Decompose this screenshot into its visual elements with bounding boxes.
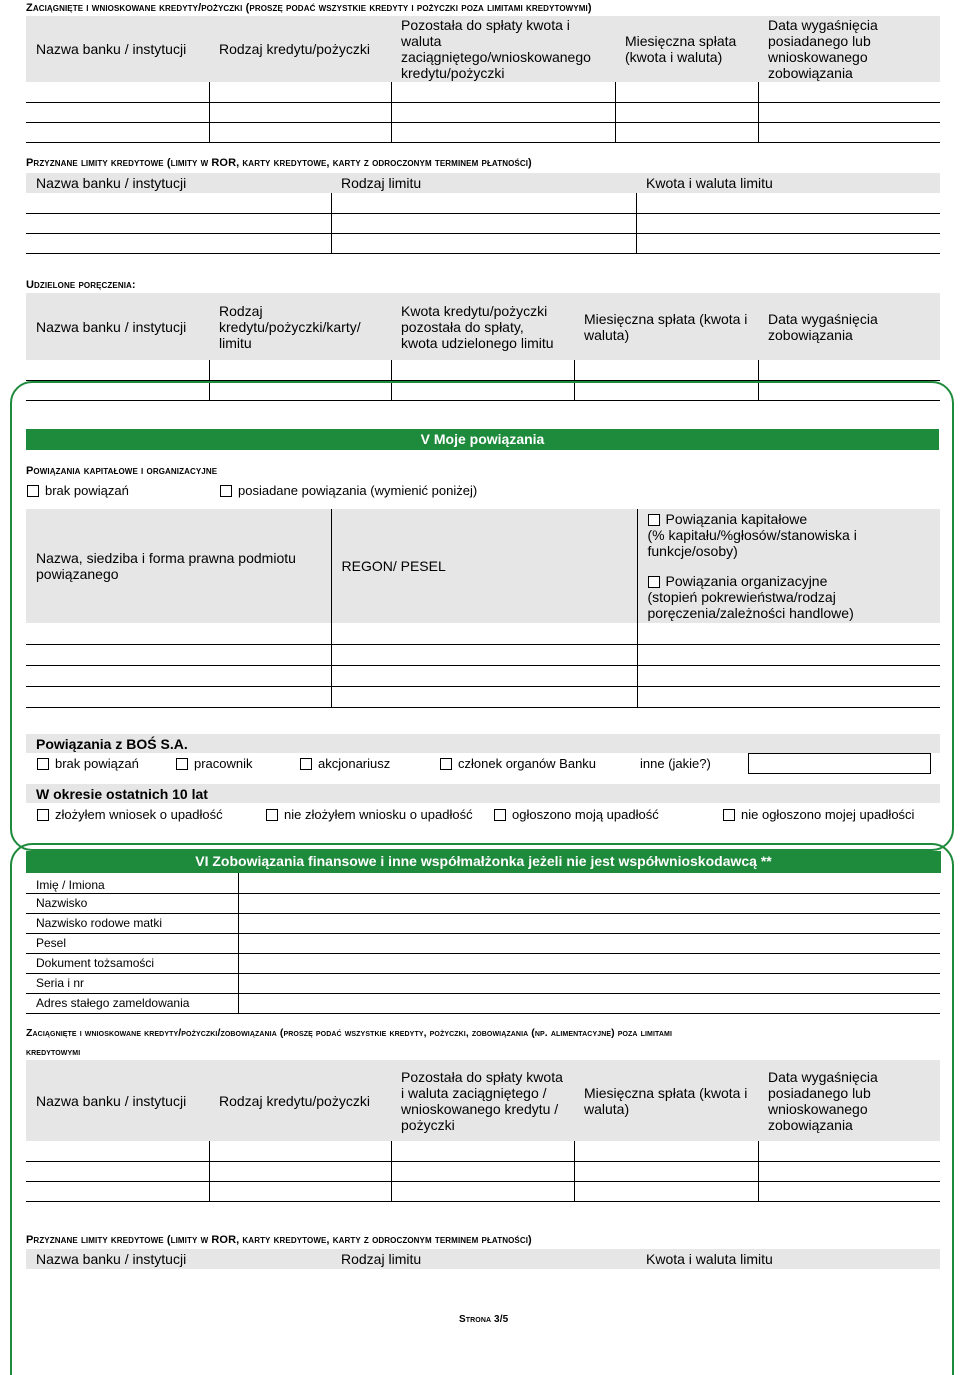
bos-option-employee[interactable]: pracownik (176, 756, 253, 771)
field-input-last-name[interactable] (238, 893, 940, 913)
checkbox-capital[interactable] (648, 514, 660, 526)
page-number: Strona 3/5 (459, 1314, 509, 1325)
checkbox[interactable] (266, 809, 278, 821)
spouse-loans-table (26, 1060, 940, 1202)
table-cell[interactable] (637, 623, 940, 644)
bos-other-label: inne (jakie?) (640, 756, 711, 771)
col-remaining: Pozostała do spłaty kwota i waluta zaciągniętego/wnioskowanego kredytu/pożyczki (391, 16, 615, 82)
col-guarantee-amount: Kwota kredytu/pożyczki pozostała do spłaty, kwota udzielonego limitu (391, 293, 574, 360)
table-cell[interactable] (758, 122, 940, 142)
checkbox[interactable] (37, 809, 49, 821)
table-cell[interactable] (758, 1181, 940, 1201)
table-cell[interactable] (26, 122, 209, 142)
col-limit-amount: Kwota i waluta limitu (636, 1249, 940, 1269)
checkbox[interactable] (176, 758, 188, 770)
col-guarantee-type: Rodzaj kredytu/pożyczki/karty/ limitu (209, 293, 391, 360)
bos-option-shareholder[interactable]: akcjonariusz (300, 756, 390, 771)
table-cell[interactable] (26, 1181, 209, 1201)
col-limit-amount: Kwota i waluta limitu (636, 173, 940, 193)
table-cell[interactable] (26, 665, 331, 686)
table-cell[interactable] (26, 686, 331, 707)
table-cell[interactable] (209, 102, 391, 122)
table-cell[interactable] (26, 360, 209, 380)
checkbox[interactable] (300, 758, 312, 770)
col-bank-name: Nazwa banku / instytucji (26, 1060, 209, 1141)
table-cell[interactable] (26, 193, 331, 213)
bos-other-input[interactable] (748, 753, 931, 774)
table-cell[interactable] (637, 644, 940, 665)
col-monthly: Miesięczna spłata (kwota i waluta) (615, 16, 758, 82)
table-cell[interactable] (331, 665, 637, 686)
table-cell[interactable] (26, 623, 331, 644)
checkbox-organizational[interactable] (648, 576, 660, 588)
table-cell[interactable] (574, 1141, 758, 1161)
table-cell[interactable] (391, 102, 615, 122)
table-cell[interactable] (391, 1161, 574, 1181)
field-label-mother-name: Nazwisko rodowe matki (26, 913, 238, 933)
col-bank-name: Nazwa banku / instytucji (26, 1249, 331, 1269)
table-cell[interactable] (331, 193, 636, 213)
table-cell[interactable] (331, 644, 637, 665)
table-cell[interactable] (636, 233, 940, 253)
table-cell[interactable] (26, 213, 331, 233)
col-relation-type: Powiązania kapitałowe (% kapitału/%głosów/stanowiska i funkcje/osoby) Powiązania organizacyjne (stopień pokrewieństwa/rodzaj poręczenia/zależności handlowe) (637, 509, 940, 623)
field-label-pesel: Pesel (26, 933, 238, 953)
table-cell[interactable] (26, 1161, 209, 1181)
table-cell[interactable] (26, 644, 331, 665)
bos-option-board[interactable]: członek organów Banku (440, 756, 596, 771)
table-cell[interactable] (574, 1181, 758, 1201)
period-option-filed[interactable]: złożyłem wniosek o upadłość (37, 807, 223, 822)
field-input-address[interactable] (238, 993, 940, 1013)
table-cell[interactable] (637, 665, 940, 686)
table-cell[interactable] (331, 623, 637, 644)
table-cell[interactable] (26, 82, 209, 102)
field-input-id-document[interactable] (238, 953, 940, 973)
table-cell[interactable] (615, 102, 758, 122)
checkbox[interactable] (440, 758, 452, 770)
col-limit-type: Rodzaj limitu (331, 1249, 636, 1269)
field-label-first-name: Imię / Imiona (26, 873, 238, 893)
table-cell[interactable] (758, 360, 940, 380)
table-cell[interactable] (758, 1141, 940, 1161)
table-cell[interactable] (209, 82, 391, 102)
table-cell[interactable] (637, 686, 940, 707)
field-input-first-name[interactable] (238, 873, 940, 893)
table-cell[interactable] (636, 213, 940, 233)
table-cell[interactable] (758, 102, 940, 122)
field-label-id-document: Dokument tożsamości (26, 953, 238, 973)
table-cell[interactable] (26, 233, 331, 253)
table-cell[interactable] (391, 82, 615, 102)
table-cell[interactable] (26, 102, 209, 122)
col-bank-name: Nazwa banku / instytucji (26, 293, 209, 360)
table-cell[interactable] (574, 1161, 758, 1181)
table-cell[interactable] (391, 360, 574, 380)
col-expiry: Data wygaśnięcia posiadanego lub wnioskowanego zobowiązania (758, 16, 940, 82)
section-title-guarantees: Udzielone poręczenia: (26, 279, 136, 291)
table-cell[interactable] (209, 360, 391, 380)
period-option-not-filed[interactable]: nie złożyłem wniosku o upadłość (266, 807, 473, 822)
field-input-pesel[interactable] (238, 933, 940, 953)
table-cell[interactable] (209, 1141, 391, 1161)
checkbox[interactable] (27, 485, 39, 497)
period-option-not-declared[interactable]: nie ogłoszono mojej upadłości (723, 807, 914, 822)
section-title-spouse-loans: Zaciągnięte i wnioskowane kredyty/pożyczki/zobowiązania (proszę podać wszystkie kredyty, pożyczki, zobowiązania (np. alimentacyjne) poza limitami (26, 1027, 672, 1039)
option-no-relations[interactable]: brak powiązań (27, 483, 129, 498)
loans-table (26, 16, 940, 143)
field-label-address: Adres stałego zameldowania (26, 993, 238, 1013)
col-expiry: Data wygaśnięcia zobowiązania (758, 293, 940, 360)
section-title-limits: Przyznane limity kredytowe (limity w ROR, karty kredytowe, karty z odroczonym terminem płatności) (26, 157, 532, 169)
field-input-mother-name[interactable] (238, 913, 940, 933)
field-label-last-name: Nazwisko (26, 893, 238, 913)
field-label-series: Seria i nr (26, 973, 238, 993)
col-bank-name: Nazwa banku / instytucji (26, 16, 209, 82)
section-title-relations: Powiązania kapitałowe i organizacyjne (26, 465, 218, 477)
table-cell[interactable] (758, 1161, 940, 1181)
col-limit-type: Rodzaj limitu (331, 173, 636, 193)
table-cell[interactable] (391, 1181, 574, 1201)
section-v-title: V Moje powiązania (26, 429, 939, 450)
relations-table (26, 509, 940, 708)
table-cell[interactable] (758, 82, 940, 102)
table-cell[interactable] (615, 82, 758, 102)
table-cell[interactable] (209, 1161, 391, 1181)
col-bank-name: Nazwa banku / instytucji (26, 173, 331, 193)
table-cell[interactable] (331, 686, 637, 707)
spouse-fields-table (26, 873, 940, 1014)
period-title: W okresie ostatnich 10 lat (36, 786, 208, 802)
section-title-spouse-loans-cont: kredytowymi (26, 1046, 81, 1058)
spouse-limits-table (26, 1249, 940, 1269)
section-title-spouse-limits: Przyznane limity kredytowe (limity w ROR, karty kredytowe, karty z odroczonym terminem płatności) (26, 1234, 532, 1246)
col-loan-type: Rodzaj kredytu/pożyczki (209, 1060, 391, 1141)
table-cell[interactable] (209, 122, 391, 142)
col-expiry: Data wygaśnięcia posiadanego lub wnioskowanego zobowiązania (758, 1060, 940, 1141)
col-regon: REGON/ PESEL (331, 509, 637, 623)
checkbox[interactable] (220, 485, 232, 497)
col-remaining: Pozostała do spłaty kwota i waluta zaciągniętego / wnioskowanego kredytu / pożyczki (391, 1060, 574, 1141)
bos-relations-title: Powiązania z BOŚ S.A. (36, 736, 188, 752)
table-cell[interactable] (574, 360, 758, 380)
col-monthly: Miesięczna spłata (kwota i waluta) (574, 1060, 758, 1141)
table-cell[interactable] (331, 213, 636, 233)
field-input-series[interactable] (238, 973, 940, 993)
limits-table (26, 173, 940, 254)
checkbox[interactable] (494, 809, 506, 821)
table-cell[interactable] (209, 1181, 391, 1201)
checkbox[interactable] (723, 809, 735, 821)
option-has-relations[interactable]: posiadane powiązania (wymienić poniżej) (220, 483, 477, 498)
section-vi-title: VI Zobowiązania finansowe i inne współmałżonka jeżeli nie jest współwnioskodawcą ** (26, 851, 941, 873)
col-monthly: Miesięczna spłata (kwota i waluta) (574, 293, 758, 360)
table-cell[interactable] (391, 122, 615, 142)
col-entity: Nazwa, siedziba i forma prawna podmiotu powiązanego (26, 509, 331, 623)
section-title-loans: Zaciągnięte i wnioskowane kredyty/pożyczki (proszę podać wszystkie kredyty i pożyczki poza limitami kredytowymi) (26, 2, 592, 14)
col-loan-type: Rodzaj kredytu/pożyczki (209, 16, 391, 82)
table-cell[interactable] (615, 122, 758, 142)
table-cell[interactable] (636, 193, 940, 213)
bos-option-none[interactable]: brak powiązań (37, 756, 139, 771)
checkbox[interactable] (37, 758, 49, 770)
table-cell[interactable] (391, 1141, 574, 1161)
table-cell[interactable] (26, 1141, 209, 1161)
period-option-declared[interactable]: ogłoszono moją upadłość (494, 807, 659, 822)
table-cell[interactable] (331, 233, 636, 253)
